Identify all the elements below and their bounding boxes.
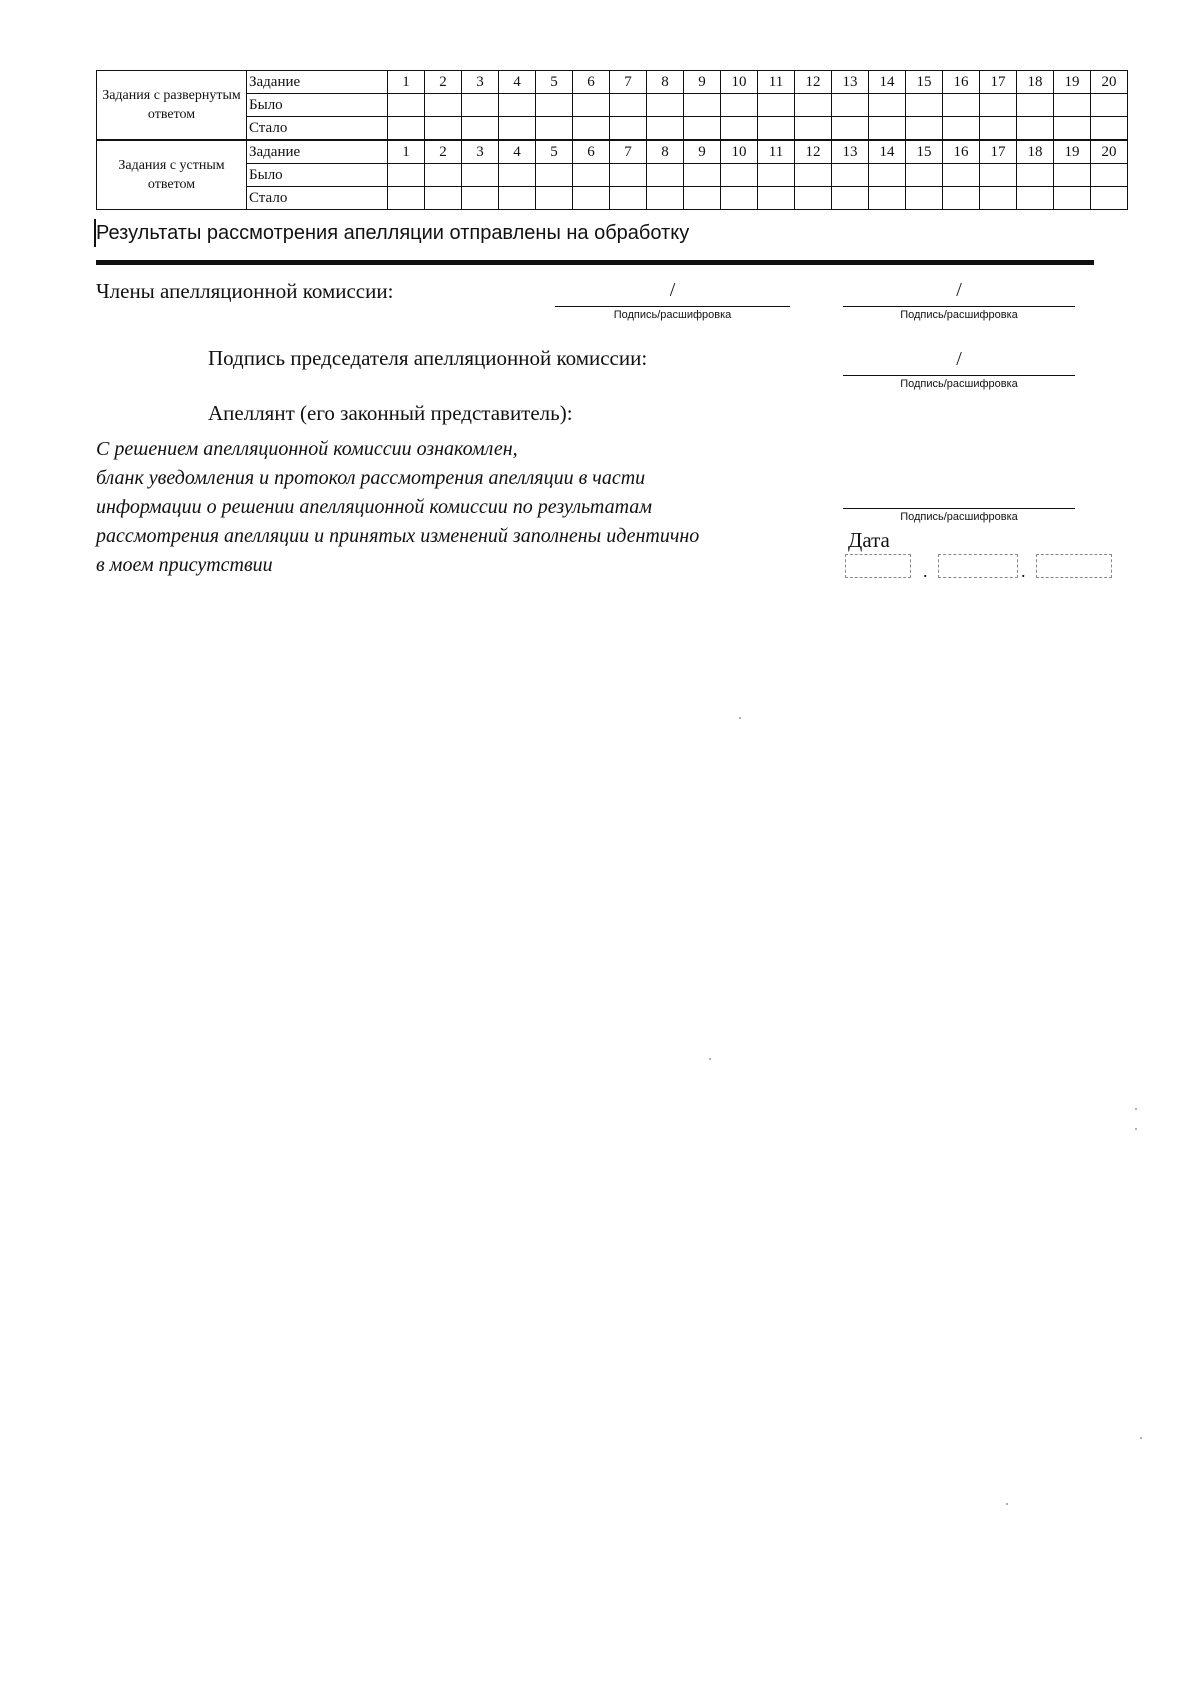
task-number-cell: 16 bbox=[943, 140, 980, 164]
score-after-cell[interactable] bbox=[758, 187, 795, 210]
task-number-cell: 6 bbox=[573, 71, 610, 94]
scan-speck bbox=[739, 717, 741, 719]
signature-line bbox=[555, 306, 790, 307]
score-before-cell[interactable] bbox=[388, 164, 425, 187]
member-signature-field-2[interactable] bbox=[843, 280, 1075, 321]
score-after-cell[interactable] bbox=[536, 187, 573, 210]
score-after-cell[interactable] bbox=[758, 117, 795, 141]
score-before-cell[interactable] bbox=[832, 94, 869, 117]
signature-caption: Подпись/расшифровка bbox=[900, 378, 1018, 390]
date-year-field[interactable] bbox=[1036, 554, 1112, 578]
score-before-cell[interactable] bbox=[536, 164, 573, 187]
row-label: Было bbox=[247, 164, 388, 187]
score-before-cell[interactable] bbox=[1091, 94, 1128, 117]
score-after-cell[interactable] bbox=[906, 187, 943, 210]
row-label: Стало bbox=[247, 187, 388, 210]
score-before-cell[interactable] bbox=[1017, 94, 1054, 117]
task-number-cell: 18 bbox=[1017, 71, 1054, 94]
date-day-field[interactable] bbox=[845, 554, 911, 578]
score-after-cell[interactable] bbox=[610, 187, 647, 210]
score-after-cell[interactable] bbox=[832, 117, 869, 141]
scan-speck bbox=[1140, 1437, 1142, 1439]
signature-line bbox=[843, 306, 1075, 307]
score-before-cell[interactable] bbox=[795, 94, 832, 117]
score-after-cell[interactable] bbox=[388, 117, 425, 141]
score-before-cell[interactable] bbox=[684, 94, 721, 117]
date-separator: . bbox=[1021, 561, 1026, 581]
score-before-cell[interactable] bbox=[499, 94, 536, 117]
table-row bbox=[97, 164, 1128, 187]
score-after-cell[interactable] bbox=[1017, 187, 1054, 210]
score-after-cell[interactable] bbox=[684, 117, 721, 141]
score-before-cell[interactable] bbox=[758, 94, 795, 117]
score-before-cell[interactable] bbox=[906, 94, 943, 117]
score-after-cell[interactable] bbox=[1054, 117, 1091, 141]
task-number-cell: 4 bbox=[499, 71, 536, 94]
score-after-cell[interactable] bbox=[425, 187, 462, 210]
score-after-cell[interactable] bbox=[388, 187, 425, 210]
signature-caption: Подпись/расшифровка bbox=[900, 511, 1018, 523]
task-number-cell: 9 bbox=[684, 71, 721, 94]
score-before-cell[interactable] bbox=[943, 94, 980, 117]
row-label: Было bbox=[247, 94, 388, 117]
signature-slash: / bbox=[956, 279, 962, 301]
score-before-cell[interactable] bbox=[573, 94, 610, 117]
score-after-cell[interactable] bbox=[943, 187, 980, 210]
task-number-cell: 2 bbox=[425, 140, 462, 164]
score-after-cell[interactable] bbox=[499, 117, 536, 141]
score-before-cell[interactable] bbox=[795, 164, 832, 187]
task-number-cell: 20 bbox=[1091, 71, 1128, 94]
task-number-cell: 10 bbox=[721, 140, 758, 164]
score-after-cell[interactable] bbox=[721, 117, 758, 141]
signature-slash: / bbox=[956, 348, 962, 370]
task-number-cell: 11 bbox=[758, 140, 795, 164]
score-before-cell[interactable] bbox=[684, 164, 721, 187]
task-number-cell: 16 bbox=[943, 71, 980, 94]
task-number-cell: 12 bbox=[795, 71, 832, 94]
score-before-cell[interactable] bbox=[462, 94, 499, 117]
score-after-cell[interactable] bbox=[573, 117, 610, 141]
task-number-cell: 17 bbox=[980, 71, 1017, 94]
appeal-results-table bbox=[96, 70, 1128, 210]
group-extended-answer-label: Задания с развернутым ответом bbox=[97, 71, 247, 141]
table-row bbox=[97, 71, 1128, 94]
group-oral-answer-label: Задания с устным ответом bbox=[97, 140, 247, 210]
task-number-cell: 19 bbox=[1054, 71, 1091, 94]
score-after-cell[interactable] bbox=[684, 187, 721, 210]
score-before-cell[interactable] bbox=[869, 164, 906, 187]
task-number-cell: 1 bbox=[388, 140, 425, 164]
score-after-cell[interactable] bbox=[943, 117, 980, 141]
score-before-cell[interactable] bbox=[536, 94, 573, 117]
score-before-cell[interactable] bbox=[1017, 164, 1054, 187]
score-before-cell[interactable] bbox=[1091, 164, 1128, 187]
task-number-cell: 14 bbox=[869, 140, 906, 164]
date-month-field[interactable] bbox=[938, 554, 1018, 578]
task-number-cell: 11 bbox=[758, 71, 795, 94]
acknowledgement-line: бланк уведомления и протокол рассмотрения апелляции в части bbox=[96, 467, 646, 489]
task-number-cell: 3 bbox=[462, 71, 499, 94]
acknowledgement-line: информации о решении апелляционной комиссии по результатам bbox=[96, 496, 653, 518]
signature-caption: Подпись/расшифровка bbox=[900, 309, 1018, 321]
score-after-cell[interactable] bbox=[869, 117, 906, 141]
score-before-cell[interactable] bbox=[610, 164, 647, 187]
score-after-cell[interactable] bbox=[647, 117, 684, 141]
task-number-cell: 7 bbox=[610, 140, 647, 164]
score-before-cell[interactable] bbox=[1054, 164, 1091, 187]
table-row bbox=[97, 140, 1128, 164]
task-number-cell: 10 bbox=[721, 71, 758, 94]
task-number-cell: 3 bbox=[462, 140, 499, 164]
score-after-cell[interactable] bbox=[1091, 187, 1128, 210]
score-before-cell[interactable] bbox=[721, 164, 758, 187]
row-label: Стало bbox=[247, 117, 388, 141]
score-before-cell[interactable] bbox=[721, 94, 758, 117]
score-after-cell[interactable] bbox=[573, 187, 610, 210]
score-before-cell[interactable] bbox=[573, 164, 610, 187]
score-after-cell[interactable] bbox=[462, 187, 499, 210]
score-before-cell[interactable] bbox=[462, 164, 499, 187]
table-row bbox=[97, 187, 1128, 210]
section-divider bbox=[96, 260, 1094, 265]
task-number-cell: 6 bbox=[573, 140, 610, 164]
task-number-cell: 12 bbox=[795, 140, 832, 164]
score-after-cell[interactable] bbox=[795, 117, 832, 141]
task-number-cell: 18 bbox=[1017, 140, 1054, 164]
task-number-cell: 1 bbox=[388, 71, 425, 94]
score-before-cell[interactable] bbox=[980, 94, 1017, 117]
acknowledgement-line: С решением апелляционной комиссии ознакомлен, bbox=[96, 438, 518, 460]
score-before-cell[interactable] bbox=[943, 164, 980, 187]
score-after-cell[interactable] bbox=[1054, 187, 1091, 210]
score-after-cell[interactable] bbox=[499, 187, 536, 210]
table-row bbox=[97, 94, 1128, 117]
table-row bbox=[97, 117, 1128, 141]
score-before-cell[interactable] bbox=[1054, 94, 1091, 117]
score-after-cell[interactable] bbox=[906, 117, 943, 141]
member-signature-field-1[interactable] bbox=[555, 280, 790, 321]
task-number-cell: 5 bbox=[536, 71, 573, 94]
score-before-cell[interactable] bbox=[610, 94, 647, 117]
task-number-cell: 14 bbox=[869, 71, 906, 94]
task-number-cell: 5 bbox=[536, 140, 573, 164]
score-before-cell[interactable] bbox=[980, 164, 1017, 187]
score-before-cell[interactable] bbox=[425, 164, 462, 187]
appellant-signature-field[interactable] bbox=[843, 508, 1075, 523]
score-after-cell[interactable] bbox=[980, 117, 1017, 141]
score-before-cell[interactable] bbox=[758, 164, 795, 187]
score-after-cell[interactable] bbox=[1091, 117, 1128, 141]
scan-speck bbox=[1135, 1108, 1137, 1110]
task-number-cell: 13 bbox=[832, 140, 869, 164]
score-after-cell[interactable] bbox=[721, 187, 758, 210]
chair-signature-field[interactable] bbox=[843, 349, 1075, 390]
score-before-cell[interactable] bbox=[832, 164, 869, 187]
score-after-cell[interactable] bbox=[647, 187, 684, 210]
score-before-cell[interactable] bbox=[869, 94, 906, 117]
result-statement: Результаты рассмотрения апелляции отправлены на обработку bbox=[96, 222, 690, 244]
date-separator: . bbox=[923, 561, 928, 581]
task-number-cell: 4 bbox=[499, 140, 536, 164]
score-before-cell[interactable] bbox=[388, 94, 425, 117]
signature-line bbox=[843, 508, 1075, 509]
task-number-cell: 15 bbox=[906, 140, 943, 164]
score-after-cell[interactable] bbox=[869, 187, 906, 210]
score-after-cell[interactable] bbox=[795, 187, 832, 210]
task-number-cell: 13 bbox=[832, 71, 869, 94]
scan-speck bbox=[1006, 1503, 1008, 1505]
score-after-cell[interactable] bbox=[425, 117, 462, 141]
score-before-cell[interactable] bbox=[906, 164, 943, 187]
row-label: Задание bbox=[247, 71, 388, 94]
row-label: Задание bbox=[247, 140, 388, 164]
signature-line bbox=[843, 375, 1075, 376]
task-number-cell: 15 bbox=[906, 71, 943, 94]
task-number-cell: 20 bbox=[1091, 140, 1128, 164]
score-after-cell[interactable] bbox=[536, 117, 573, 141]
task-number-cell: 2 bbox=[425, 71, 462, 94]
scan-speck bbox=[709, 1058, 711, 1060]
task-number-cell: 8 bbox=[647, 71, 684, 94]
score-before-cell[interactable] bbox=[647, 164, 684, 187]
score-before-cell[interactable] bbox=[499, 164, 536, 187]
task-number-cell: 8 bbox=[647, 140, 684, 164]
task-number-cell: 9 bbox=[684, 140, 721, 164]
acknowledgement-line: в моем присутствии bbox=[96, 554, 273, 576]
score-after-cell[interactable] bbox=[832, 187, 869, 210]
scan-speck bbox=[1135, 1128, 1137, 1130]
appellant-label: Апеллянт (его законный представитель): bbox=[208, 401, 573, 425]
score-after-cell[interactable] bbox=[610, 117, 647, 141]
commission-members-label: Члены апелляционной комиссии: bbox=[96, 279, 394, 303]
task-number-cell: 19 bbox=[1054, 140, 1091, 164]
score-before-cell[interactable] bbox=[647, 94, 684, 117]
signature-slash: / bbox=[669, 279, 676, 301]
date-label: Дата bbox=[848, 528, 890, 552]
task-number-cell: 17 bbox=[980, 140, 1017, 164]
score-after-cell[interactable] bbox=[980, 187, 1017, 210]
chair-signature-label: Подпись председателя апелляционной комиссии: bbox=[208, 346, 648, 370]
signature-caption: Подпись/расшифровка bbox=[613, 309, 732, 321]
score-before-cell[interactable] bbox=[425, 94, 462, 117]
acknowledgement-line: рассмотрения апелляции и принятых изменений заполнены идентично bbox=[96, 525, 700, 547]
score-after-cell[interactable] bbox=[462, 117, 499, 141]
acknowledgement-text bbox=[96, 435, 856, 580]
score-after-cell[interactable] bbox=[1017, 117, 1054, 141]
task-number-cell: 7 bbox=[610, 71, 647, 94]
